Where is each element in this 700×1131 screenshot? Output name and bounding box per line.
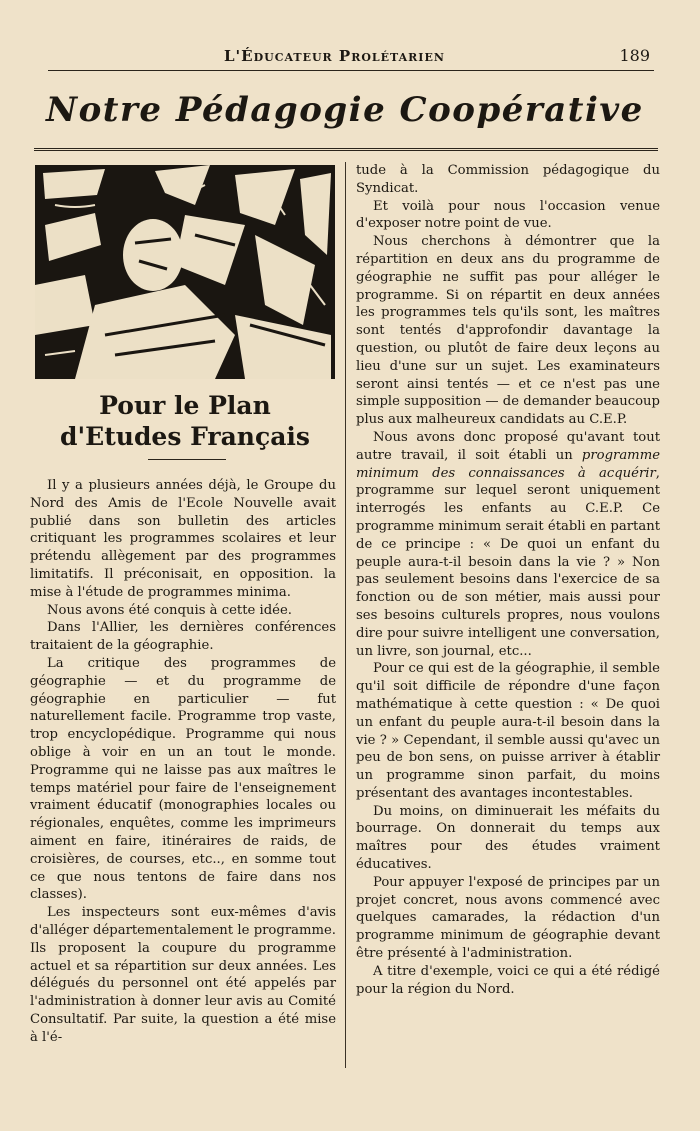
running-header [48, 44, 654, 71]
paragraph: Pour appuyer l'exposé de principes par un projet concret, nous avons commencé avec quelques camarades, la rédaction d'un programme minimum de géographie devant être présenté à l'administration. [356, 874, 660, 962]
left-column [30, 477, 336, 1047]
paragraph: Dans l'Allier, les dernières conférences traitaient de la géographie. [30, 620, 336, 654]
woodcut-reader-image [35, 165, 335, 379]
right-column [356, 162, 660, 998]
article-title-line-2: d'Etudes Français [60, 422, 310, 451]
paragraph: Et voilà pour nous l'occasion venue d'exposer notre point de vue. [356, 198, 660, 232]
paragraph-proposal [356, 429, 660, 660]
proposal-text-end: , programme sur lequel seront uniquement interrogés les enfants au C.E.P. Ce programme minimum serait établi en partant de ce principe : « De quoi un enfant du peuple aura-t-il besoin dans la vie ? » Non pas seulement besoins dans l'exercice de sa fonction ou de son métier, mais aussi pour ses besoins culturels propres, nous voulons dire pour suivre intelligent une conversation, un livre, son journal, etc... [356, 465, 660, 659]
paragraph: Du moins, on diminuerait les méfaits du bourrage. On donnerait du temps aux maîtres pour des études vraiment éducatives. [356, 803, 660, 873]
paragraph: Pour ce qui est de la géographie, il semble qu'il soit difficile de répondre d'une façon mathématique à cette question : « De quoi un enfant du peuple aura-t-il besoin dans la vie ? » Cependant, il semble aussi qu'avec un peu de bon sens, on puisse arriver à établir un programme sinon parfait, du moins présentant des avantages incontestables. [356, 661, 660, 801]
article-title-line-1: Pour le Plan [99, 391, 271, 420]
title-rule [148, 459, 226, 460]
proposal-text-start: Nous avons donc proposé qu'avant tout autre travail, il soit établi un [356, 429, 660, 463]
paragraph: Il y a plusieurs années déjà, le Groupe du Nord des Amis de l'Ecole Nouvelle avait publié dans son bulletin des articles critiquant les programmes scolaires et leur prétendu allègement par des programmes limitatifs. Il préconisait, en opposition. la mise à l'étude de programmes minima. [30, 478, 336, 600]
page-number: 189 [619, 46, 650, 65]
section-banner [34, 88, 658, 151]
proposal-italic: programme minimum des connaissances à acquérir [356, 447, 660, 481]
paragraph: Nous avons été conquis à cette idée. [47, 602, 292, 618]
paragraph: Les inspecteurs sont eux-mêmes d'avis d'alléger départementalement le programme. Ils proposent la coupure du programme actuel et sa répartition sur deux années. Les délégués du personnel ont été appelés par l'administration à donner leur avis au Comité Consultatif. Par suite, la question a été mise à l'é- [30, 905, 336, 1045]
column-divider [345, 162, 346, 1068]
paragraph: Nous cherchons à démontrer que la répartition en deux ans du programme de géographie ne suffit pas pour alléger le programme. Si on répartit en deux années les programmes tels qu'ils sont, les maîtres sont tentés d'approfondir davantage la question, ou plutôt de faire deux leçons au lieu d'une sur un sujet. Les examinateurs seront ainsi tentés — et ce n'est pas une simple supposition — de demander beaucoup plus aux malheureux candidats au C.E.P. [356, 234, 660, 428]
article-title [35, 390, 335, 452]
woodcut-illustration [35, 165, 335, 379]
journal-name: L'Éducateur Prolétarien [224, 47, 445, 65]
paragraph-continued: tude à la Commission pédagogique du Syndicat. [356, 163, 660, 196]
section-title: Notre Pédagogie Coopérative [46, 90, 644, 130]
paragraph: La critique des programmes de géographie — et du programme de géographie en particulier — fut naturellement facile. Programme trop vaste, trop encyclopédique. Programme qui nous oblige à voir en un an tout le monde. Programme qui ne laisse pas aux maîtres le temps matériel pour faire de l'enseignement vraiment éducatif (monographies locales ou régionales, enquêtes, comme les imprimeurs aiment en faire, itinéraires de raids, de croisières, de courses, etc.., en somme tout ce que nous tentons de faire dans nos classes). [30, 655, 336, 903]
paragraph: A titre d'exemple, voici ce qui a été rédigé pour la région du Nord. [356, 963, 660, 997]
